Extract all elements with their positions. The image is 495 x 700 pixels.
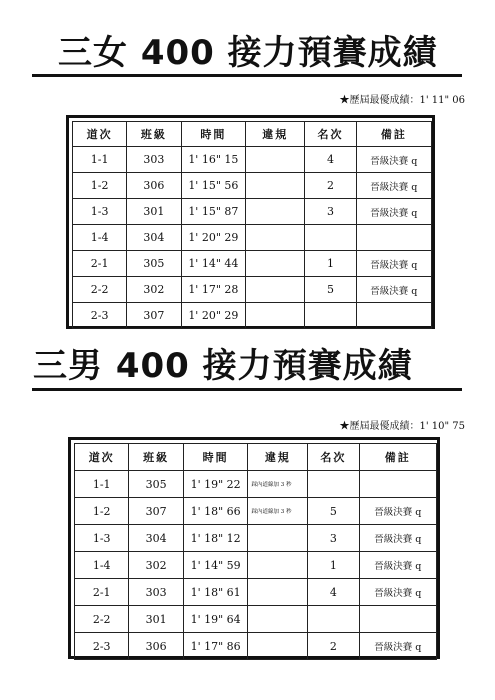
header-note: 備註 (359, 444, 436, 471)
cell-violation (246, 251, 305, 277)
cell-time: 1' 14" 44 (181, 251, 246, 277)
cell-time: 1' 20" 29 (181, 303, 246, 329)
cell-lane: 1-2 (73, 173, 127, 199)
cell-lane: 2-2 (75, 606, 129, 633)
cell-note: 晉級決賽 q (356, 147, 431, 173)
cell-note: 晉級決賽 q (356, 277, 431, 303)
cell-violation (246, 225, 305, 251)
cell-lane: 2-1 (73, 251, 127, 277)
cell-rank: 4 (308, 579, 359, 606)
cell-lane: 1-2 (75, 498, 129, 525)
cell-violation (248, 552, 308, 579)
header-rank: 名次 (305, 122, 356, 147)
cell-note (359, 471, 436, 498)
cell-lane: 2-2 (73, 277, 127, 303)
cell-time: 1' 17" 86 (183, 633, 248, 660)
cell-class: 305 (127, 251, 181, 277)
boys-record: ★歷屆最優成績：1' 10" 75 (339, 421, 465, 432)
boys-title-underline (32, 388, 462, 391)
cell-rank: 2 (308, 633, 359, 660)
cell-class: 306 (129, 633, 183, 660)
girls-title-underline (32, 74, 462, 77)
header-violation: 違規 (248, 444, 308, 471)
cell-class: 302 (129, 552, 183, 579)
cell-time: 1' 17" 28 (181, 277, 246, 303)
girls-title: 三女 400 接力預賽成績 (58, 33, 438, 73)
cell-class: 304 (127, 225, 181, 251)
cell-lane: 1-4 (75, 552, 129, 579)
cell-lane: 2-3 (73, 303, 127, 329)
header-violation: 違規 (246, 122, 305, 147)
cell-rank (308, 471, 359, 498)
cell-class: 304 (129, 525, 183, 552)
cell-violation (248, 606, 308, 633)
cell-note: 晉級決賽 q (356, 199, 431, 225)
cell-lane: 1-3 (75, 525, 129, 552)
girls-results-table (66, 115, 435, 329)
cell-time: 1' 20" 29 (181, 225, 246, 251)
cell-class: 307 (129, 498, 183, 525)
cell-note: 晉級決賽 q (359, 498, 436, 525)
cell-class: 303 (129, 579, 183, 606)
table-header-row (73, 122, 432, 147)
girls-record: ★歷屆最優成績：1' 11" 06 (339, 95, 465, 106)
header-rank: 名次 (308, 444, 359, 471)
cell-rank: 3 (308, 525, 359, 552)
cell-time: 1' 19" 64 (183, 606, 248, 633)
cell-time: 1' 14" 59 (183, 552, 248, 579)
cell-violation (246, 277, 305, 303)
cell-violation (246, 303, 305, 329)
cell-rank (305, 303, 356, 329)
cell-time: 1' 19" 22 (183, 471, 248, 498)
table-row (75, 552, 437, 579)
header-note: 備註 (356, 122, 431, 147)
cell-time: 1' 18" 66 (183, 498, 248, 525)
cell-class: 303 (127, 147, 181, 173)
cell-time: 1' 18" 61 (183, 579, 248, 606)
header-time: 時間 (181, 122, 246, 147)
table-row (73, 173, 432, 199)
cell-note: 晉級決賽 q (359, 552, 436, 579)
cell-rank: 5 (305, 277, 356, 303)
cell-time: 1' 16" 15 (181, 147, 246, 173)
cell-note: 晉級決賽 q (359, 579, 436, 606)
table-row (73, 277, 432, 303)
header-class: 班級 (129, 444, 183, 471)
header-class: 班級 (127, 122, 181, 147)
cell-class: 306 (127, 173, 181, 199)
cell-rank: 3 (305, 199, 356, 225)
cell-time: 1' 18" 12 (183, 525, 248, 552)
cell-lane: 1-3 (73, 199, 127, 225)
table-row (75, 525, 437, 552)
table-row (73, 147, 432, 173)
boys-title: 三男 400 接力預賽成績 (33, 346, 413, 386)
cell-violation (248, 579, 308, 606)
cell-class: 301 (129, 606, 183, 633)
cell-violation (248, 633, 308, 660)
cell-note: 晉級決賽 q (356, 251, 431, 277)
table-row (73, 199, 432, 225)
cell-rank (305, 225, 356, 251)
cell-rank: 5 (308, 498, 359, 525)
cell-rank: 4 (305, 147, 356, 173)
cell-time: 1' 15" 56 (181, 173, 246, 199)
cell-lane: 2-3 (75, 633, 129, 660)
cell-class: 305 (129, 471, 183, 498)
cell-lane: 2-1 (75, 579, 129, 606)
cell-note (356, 225, 431, 251)
cell-note: 晉級決賽 q (359, 633, 436, 660)
cell-violation (246, 173, 305, 199)
cell-rank (308, 606, 359, 633)
cell-note: 晉級決賽 q (356, 173, 431, 199)
header-time: 時間 (183, 444, 248, 471)
cell-rank: 2 (305, 173, 356, 199)
cell-lane: 1-4 (73, 225, 127, 251)
table-row (75, 498, 437, 525)
cell-class: 301 (127, 199, 181, 225)
cell-rank: 1 (308, 552, 359, 579)
header-lane: 道次 (73, 122, 127, 147)
table-row (73, 303, 432, 329)
boys-results-table (68, 437, 440, 659)
cell-lane: 1-1 (73, 147, 127, 173)
table-row (75, 606, 437, 633)
table-row (73, 251, 432, 277)
cell-violation (248, 525, 308, 552)
table-header-row (75, 444, 437, 471)
table-row (75, 471, 437, 498)
cell-note: 晉級決賽 q (359, 525, 436, 552)
table-row (75, 633, 437, 660)
header-lane: 道次 (75, 444, 129, 471)
cell-violation (246, 199, 305, 225)
table-row (75, 579, 437, 606)
cell-violation (246, 147, 305, 173)
cell-violation: 踩內道線加 3 秒 (248, 471, 308, 498)
cell-note (356, 303, 431, 329)
cell-violation: 踩內道線加 3 秒 (248, 498, 308, 525)
table-row (73, 225, 432, 251)
cell-time: 1' 15" 87 (181, 199, 246, 225)
cell-rank: 1 (305, 251, 356, 277)
cell-note (359, 606, 436, 633)
cell-class: 307 (127, 303, 181, 329)
cell-class: 302 (127, 277, 181, 303)
cell-lane: 1-1 (75, 471, 129, 498)
